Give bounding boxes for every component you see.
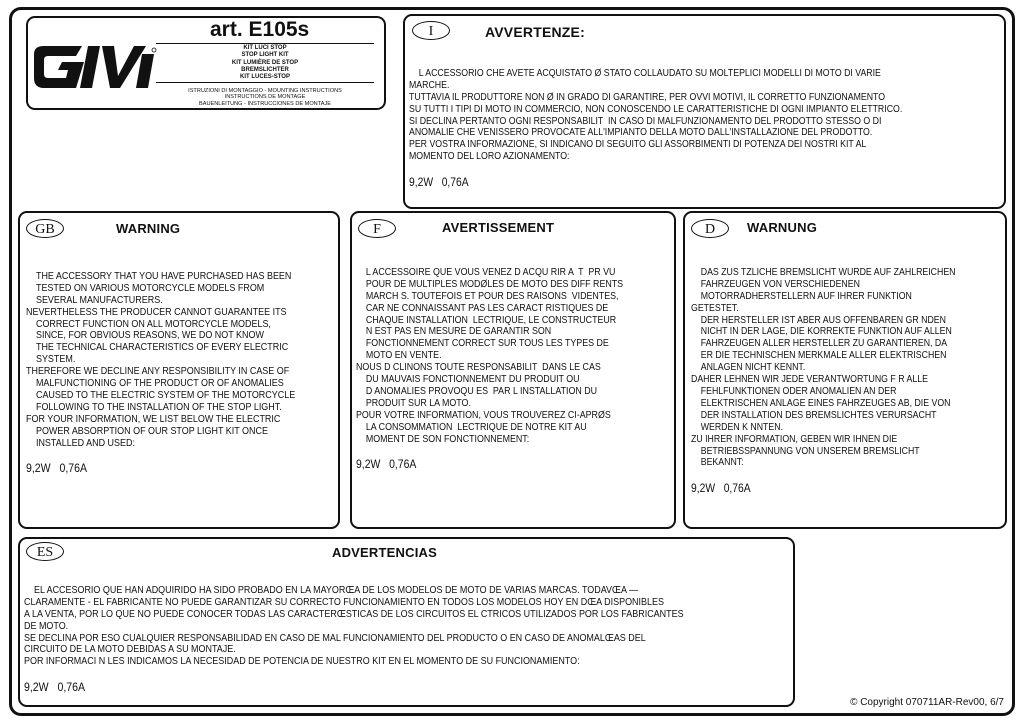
- text-es-body: EL ACCESORIO QUE HAN ADQUIRIDO HA SIDO PROBADO EN LA MAYORŒA DE LOS MODELOS DE MOTO DE VARIAS MARCAS. TODAVŒA — CLARAMENTE - EL FABRICANTE NO PUEDE GARANTIZAR SU CORRECTO FUNCIONAMIENTO EN TODOS LOS MODELOS HOY EN DŒA DISPONIBLES A LA VENTA, POR LO QUE NO PUEDE CONOCER TODAS LAS CARACTERŒSTICAS DE LOS CIRCUITOS EL CTRICOS UTILIZADOS POR LOS FABRICANTES DE MOTO. SE DECLINA POR ESO CUALQUIER RESPONSABILIDAD EN CASO DE MAL FUNCIONAMIENTO DEL PRODUCTO O EN CASO DE ANOMALŒAS DEL CIRCUITO DE LA MOTO DEBIDAS A SU MONTAJE. POR INFORMACI N LES INDICAMOS LA NECESIDAD DE POTENCIA DE NUESTRO KIT EN EL MOMENTO DE SU FUNCIONAMIENTO:: [24, 584, 684, 668]
- text-it-body: L ACCESSORIO CHE AVETE ACQUISTATO Ø STATO COLLAUDATO SU MOLTEPLICI MODELLI DI MOTO DI VARIE MARCHE. TUTTAVIA IL PRODUTTORE NON Ø IN GRADO DI GARANTIRE, PER OVVI MOTIVI, IL CORRETTO FUNZIONAMENTO SU TUTTI I TIPI DI MOTO IN COMMERCIO, NON CONOSCENDO LE CARATTERISTICHE DI OGNI IMPIANTO ELETTRICO. SI DECLINA PERTANTO OGNI RESPONSABILIT IN CASO DI MALFUNZIONAMENTO DEL PRODOTTO STESSO O DI ANOMALIE CHE VENISSERO PROVOCATE ALL'IMPIANTO DELLA MOTO DALL'INSTALLAZIONE DEL PRODOTTO. PER VOSTRA INFORMAZIONE, SI INDICANO DI SEGUITO GLI ASSORBIMENTI DI POTENZA DEI NOSTRI KIT AL MOMENTO DEL LORO AZIONAMENTO:: [409, 67, 903, 163]
- section-it: [403, 14, 1006, 209]
- heading-es: ADVERTENCIAS: [332, 545, 437, 560]
- text-de: [691, 255, 961, 519]
- badge-es: ES: [26, 542, 64, 561]
- text-de-body: DAS ZUS TZLICHE BREMSLICHT WURDE AUF ZAHLREICHEN FAHRZEUGEN VON VERSCHIEDENEN MOTORRADHERSTELLERN AUF IHRER FUNKTION GETESTET. DER HERSTELLER IST ABER AUS OFFENBAREN GR NDEN NICHT IN DER LAGE, DIE KORREKTE FUNKTION AUF ALLEN FAHRZEUGEN ALLER HERSTELLER ZU GARANTIEREN, DA ER DIE TECHNISCHEN MERKMALE ALLER ELEKTRISCHEN ANLAGEN NICHT KENNT. DAHER LEHNEN WIR JEDE VERANTWORTUNG F R ALLE FEHLFUNKTIONEN ODER ANOMALIEN AN DER ELEKTRISCHEN ANLAGE EINES FAHRZEUGES AB, DIE VON DER INSTALLATION DES BREMSLICHTES VERURSACHT WERDEN K NNTEN. ZU IHRER INFORMATION, GEBEN WIR IHNEN DIE BETRIEBSSPANNUNG VON UNSEREM BREMSLICHT BEKANNT:: [691, 266, 956, 469]
- section-fr: [350, 211, 676, 529]
- section-de: [683, 211, 1007, 529]
- header-box: [26, 16, 386, 110]
- heading-gb: WARNING: [116, 221, 181, 236]
- instructions-line-2: INSTRUCTIONS DE MONTAGE: [224, 94, 306, 101]
- kit-name-fr: KIT LUMIÈRE DE STOP: [231, 59, 299, 66]
- badge-it: I: [412, 21, 450, 40]
- givi-logo: [30, 38, 160, 96]
- value-gb: 9,2W 0,76A: [26, 461, 88, 476]
- badge-gb: GB: [26, 219, 64, 238]
- copyright: © Copyright 070711AR-Rev00, 6/7: [850, 697, 1004, 708]
- text-fr: [356, 255, 623, 495]
- kit-name-en: STOP LIGHT KIT: [241, 52, 289, 59]
- badge-fr: F: [358, 219, 396, 238]
- value-fr: 9,2W 0,76A: [356, 457, 417, 472]
- article-title: art. E105s: [210, 18, 310, 41]
- text-gb: [26, 259, 295, 499]
- section-es: [18, 537, 795, 707]
- instructions-line-3: BAUENLEITUNG - INSTRUCCIONES DE MONTAJE: [199, 100, 331, 107]
- kit-name-de: BREMSLICHTER: [241, 66, 289, 73]
- kit-name-it: KIT LUCI STOP: [243, 45, 287, 51]
- heading-de: WARNUNG: [747, 220, 818, 235]
- section-gb: [18, 211, 340, 529]
- badge-de: D: [691, 219, 729, 238]
- heading-it: AVVERTENZE:: [485, 24, 585, 40]
- text-it: [409, 56, 921, 213]
- heading-fr: AVERTISSEMENT: [442, 220, 555, 235]
- kit-name-es: KIT LUCES-STOP: [240, 74, 290, 81]
- text-gb-body: THE ACCESSORY THAT YOU HAVE PURCHASED HAS BEEN TESTED ON VARIOUS MOTORCYCLE MODELS FROM SEVERAL MANUFACTURERS. NEVERTHELESS THE PRODUCER CANNOT GUARANTEE ITS CORRECT FUNCTION ON ALL MOTORCYCLE MODELS, SINCE, FOR OBVIOUS REASONS, WE DO NOT KNOW THE TECHNICAL CHARACTERISTICS OF EVERY ELECTRIC SYSTEM. THEREFORE WE DECLINE ANY RESPONSIBILITY IN CASE OF MALFUNCTIONING OF THE PRODUCT OR OF ANOMALIES CAUSED TO THE ELECTRIC SYSTEM OF THE MOTORCYCLE FOLLOWING TO THE INSTALLATION OF THE STOP LIGHT. FOR YOUR INFORMATION, WE LIST BELOW THE ELECTRIC POWER ABSORPTION OF OUR STOP LIGHT KIT ONCE INSTALLED AND USED:: [26, 270, 296, 449]
- text-es: [24, 573, 684, 718]
- instructions-line-1: ISTRUZIONI DI MONTAGGIO - MOUNTING INSTRUCTIONS: [188, 88, 342, 94]
- title-rule: [156, 43, 374, 44]
- value-it: 9,2W 0,76A: [409, 175, 469, 190]
- text-fr-body: L ACCESSOIRE QUE VOUS VENEZ D ACQU RIR A T PR VU POUR DE MULTIPLES MODØLES DE MOTO DES DIFF RENTS MARCH S. TOUTEFOIS ET POUR DES RAISONS VIDENTES, CAR NE CONNAISSANT PAS LES CARACT RISTIQUES DE CHAQUE INSTALLATION LECTRIQUE, LE CONSTRUCTEUR N EST PAS EN MESURE DE GARANTIR SON FONCTIONNEMENT CORRECT SUR TOUS LES TYPES DE MOTO EN VENTE. NOUS D CLINONS TOUTE RESPONSABILIT DANS LE CAS DU MAUVAIS FONCTIONNEMENT DU PRODUIT OU D ANOMALIES PROVOQU ES PAR L INSTALLATION DU PRODUIT SUR LA MOTO. POUR VOTRE INFORMATION, VOUS TROUVEREZ CI-APRØS LA CONSOMMATION LECTRIQUE DE NOTRE KIT AU MOMENT DE SON FONCTIONNEMENT:: [356, 266, 624, 445]
- kit-names: [150, 43, 380, 84]
- kit-rule: [156, 82, 374, 83]
- value-de: 9,2W 0,76A: [691, 481, 751, 496]
- instructions: [150, 88, 380, 107]
- value-es: 9,2W 0,76A: [24, 680, 86, 695]
